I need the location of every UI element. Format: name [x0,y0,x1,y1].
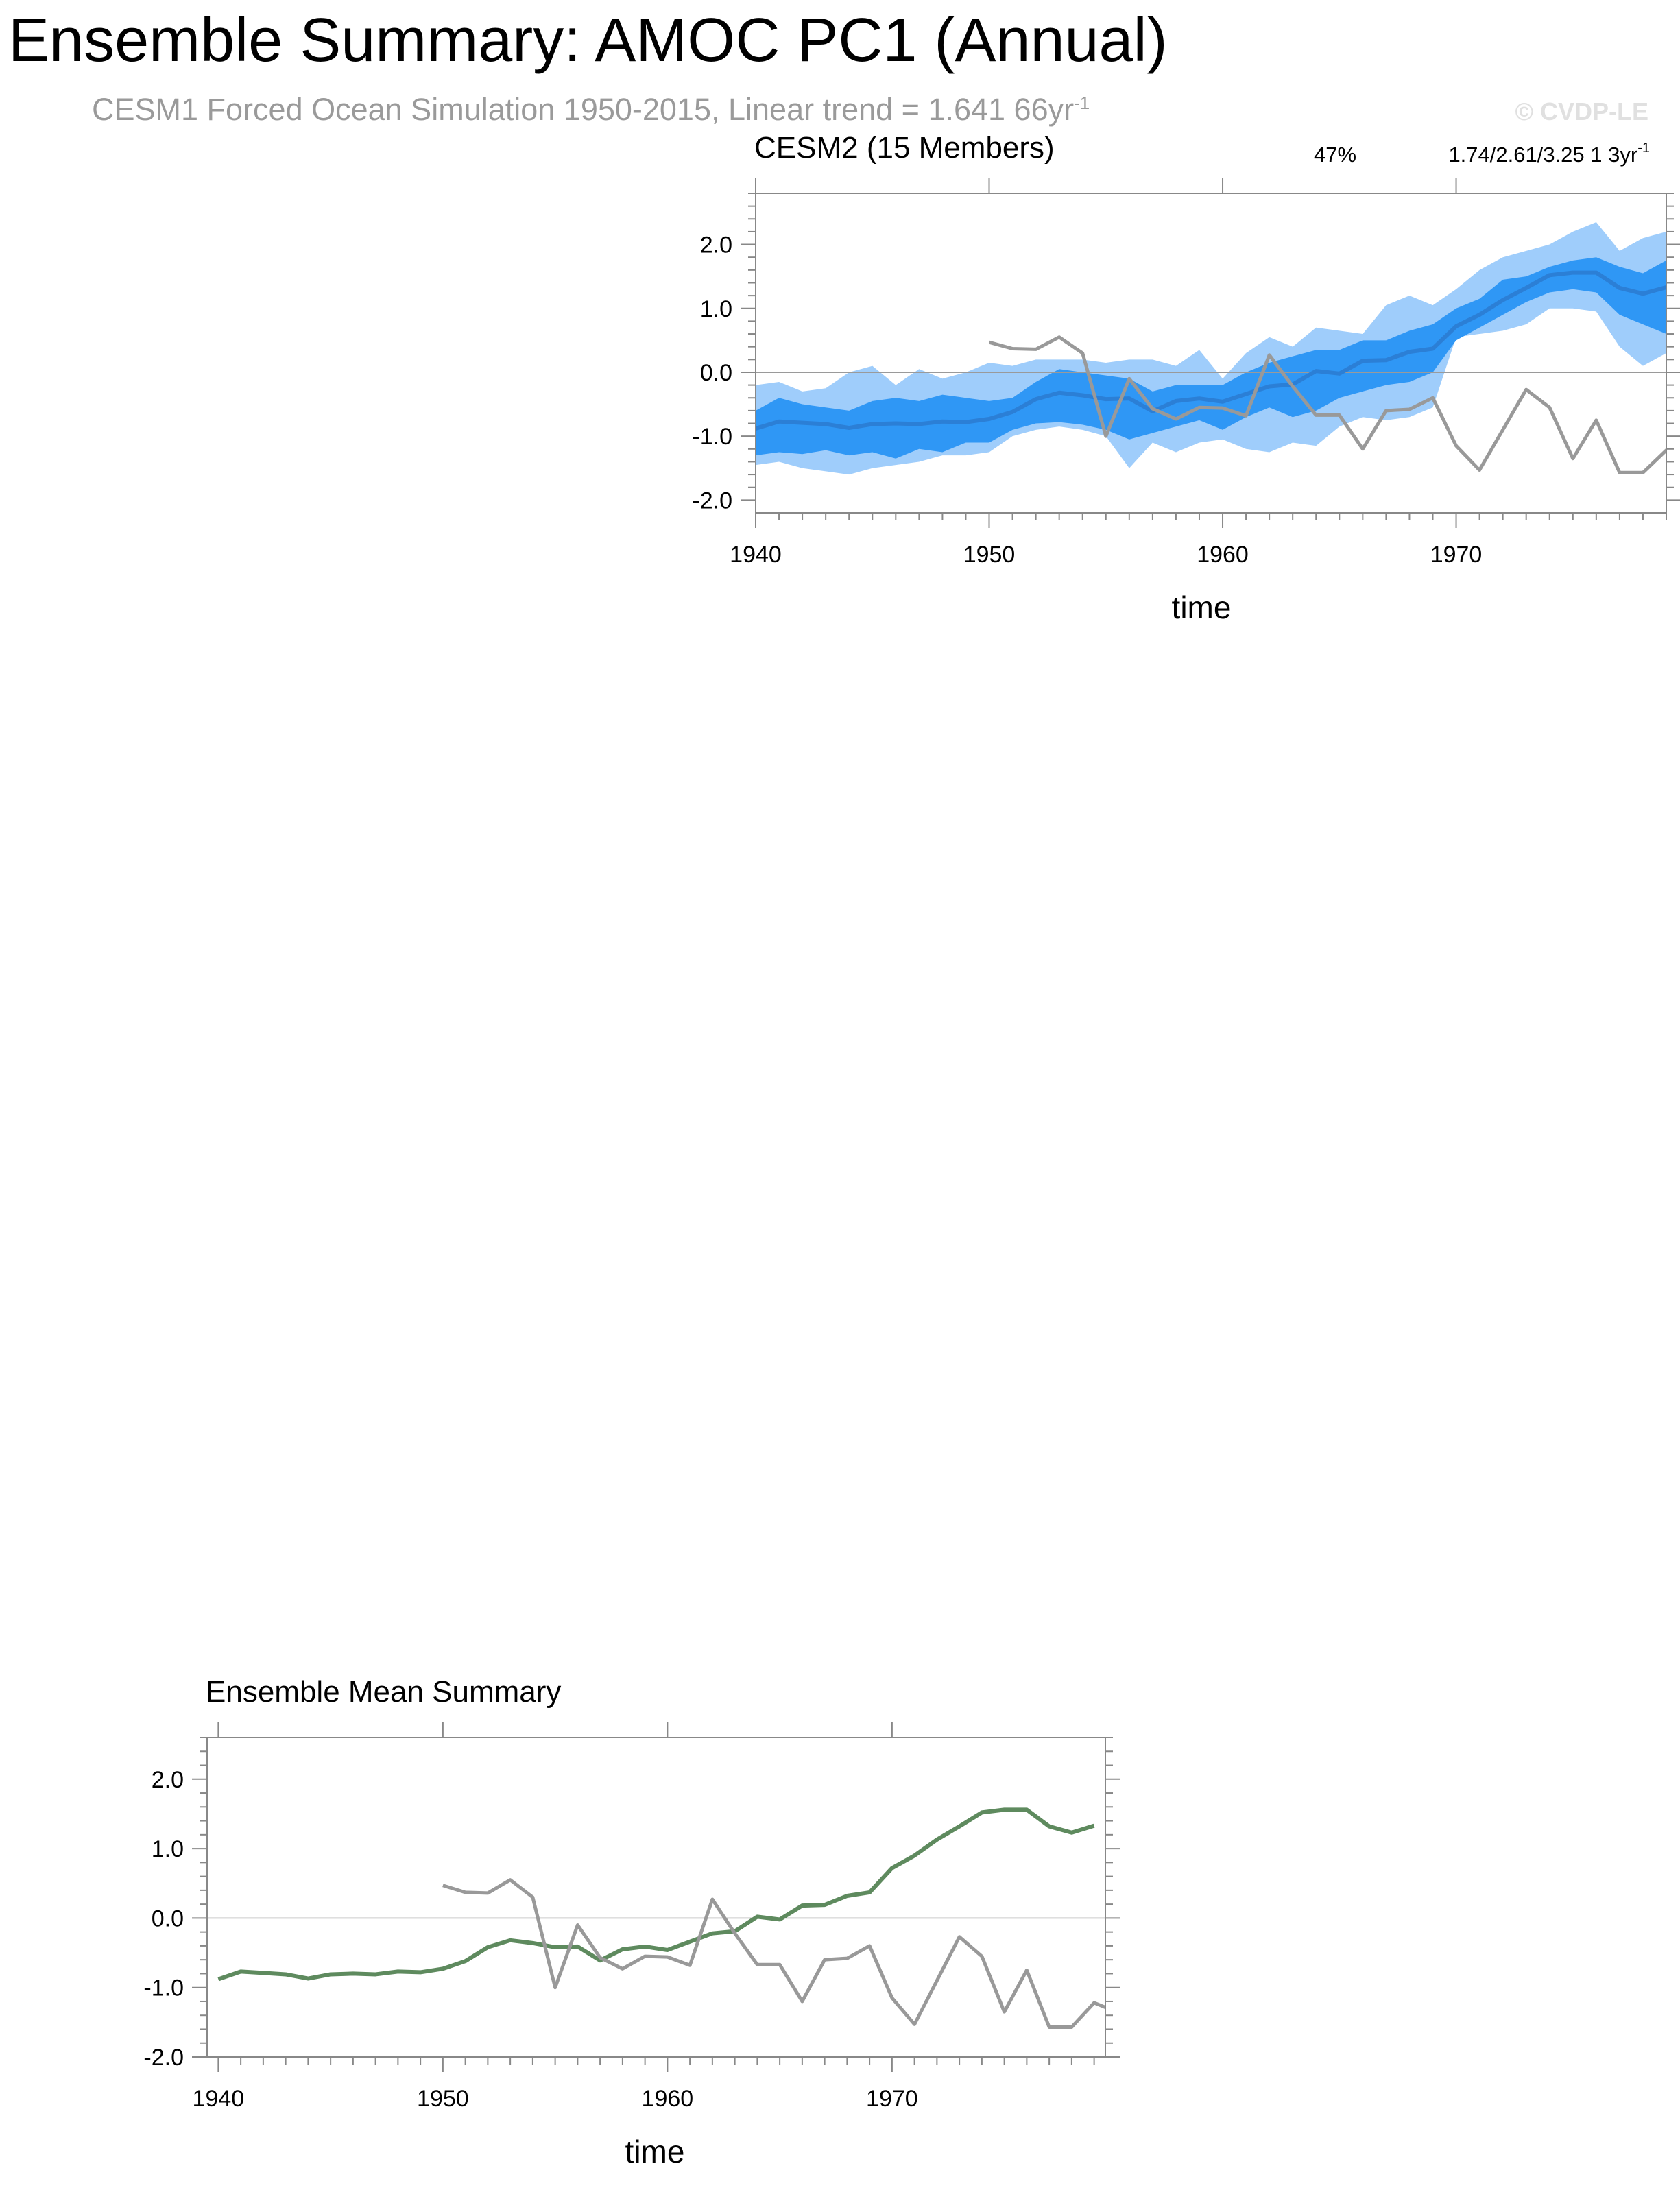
observed-line [443,1880,1117,2027]
ensemble-mean-point [1049,1826,1050,1827]
ensemble-mean-point [600,1960,601,1961]
panel-title: Ensemble Mean Summary [206,1675,562,1709]
ensemble-mean-point [959,1826,960,1827]
observed-point [981,1956,982,1957]
ensemble-mean-point [667,1949,668,1950]
observed-point [690,1965,691,1966]
ensemble-mean-point [577,1946,578,1947]
y-tick-label: -1.0 [143,1975,184,2001]
subtitle-text: CESM1 Forced Ocean Simulation 1950-2015, Linear trend = 1.641 66yr [92,92,1075,127]
y-tick-label: -2.0 [143,2045,184,2071]
stat-percent: 47% [1313,143,1357,167]
copyright-label: © CVDP-LE [1515,97,1648,125]
x-tick-label: 1950 [963,542,1016,568]
ensemble-mean-point [308,1978,309,1979]
y-tick-label: 0.0 [151,1905,184,1932]
y-tick-label: -1.0 [692,424,732,450]
observed-point [510,1879,511,1880]
y-tick-label: 2.0 [151,1766,184,1793]
ensemble-mean-point [914,1855,915,1856]
x-tick-label: 1960 [641,2086,694,2112]
ensemble-mean-point [757,1916,758,1917]
observed-point [869,1945,870,1946]
ensemble-mean-point [420,1972,421,1973]
y-tick-label: 2.0 [699,232,732,258]
ensemble-mean-point [1071,1832,1072,1833]
stat-trend-superscript: -1 [1637,141,1650,156]
ensemble-mean-point [285,1974,286,1975]
ensemble-mean-line [218,1809,1094,1979]
subtitle-superscript: -1 [1074,93,1090,113]
y-tick-label: 0.0 [699,359,732,386]
y-tick-label: 1.0 [699,296,732,322]
observed-point [914,2024,915,2025]
page-title: Ensemble Summary: AMOC PC1 (Annual) [8,6,1168,75]
observed-point [442,1885,443,1886]
observed-point [532,1897,533,1898]
ensemble-mean-point [690,1941,691,1942]
observed-point [757,1964,758,1965]
x-axis-title: time [625,2134,685,2169]
observed-point [891,1997,892,1998]
data-layer [207,1809,1117,2027]
x-tick-label: 1940 [730,542,782,568]
plot-area [143,1722,1120,2112]
ensemble-mean-point [375,1974,376,1975]
observed-point [847,1958,848,1959]
x-tick-label: 1940 [192,2086,245,2112]
ensemble-mean-point [981,1812,982,1813]
plot-frame [207,1737,1105,2057]
x-axis-title: time [1171,590,1232,625]
ensemble-mean-point [532,1942,533,1943]
ensemble-mean-point [465,1961,466,1962]
x-tick-label: 1960 [1197,542,1249,568]
y-tick-label: -2.0 [692,488,732,514]
ensemble-mean-point [218,1979,219,1980]
observed-point [734,1933,735,1934]
ensemble-mean-point [352,1973,353,1974]
x-tick-label: 1970 [866,2086,918,2112]
x-tick-label: 1970 [1430,542,1483,568]
observed-point [959,1936,960,1937]
ensemble-mean-point [847,1895,848,1896]
observed-point [667,1957,668,1958]
stat-trend-text: 1.74/2.61/3.25 1 3yr [1448,143,1638,167]
panel-title: CESM2 (15 Members) [754,131,1055,165]
x-tick-label: 1950 [417,2086,469,2112]
y-tick-label: 1.0 [151,1836,184,1863]
ensemble-mean-point [1004,1809,1005,1810]
